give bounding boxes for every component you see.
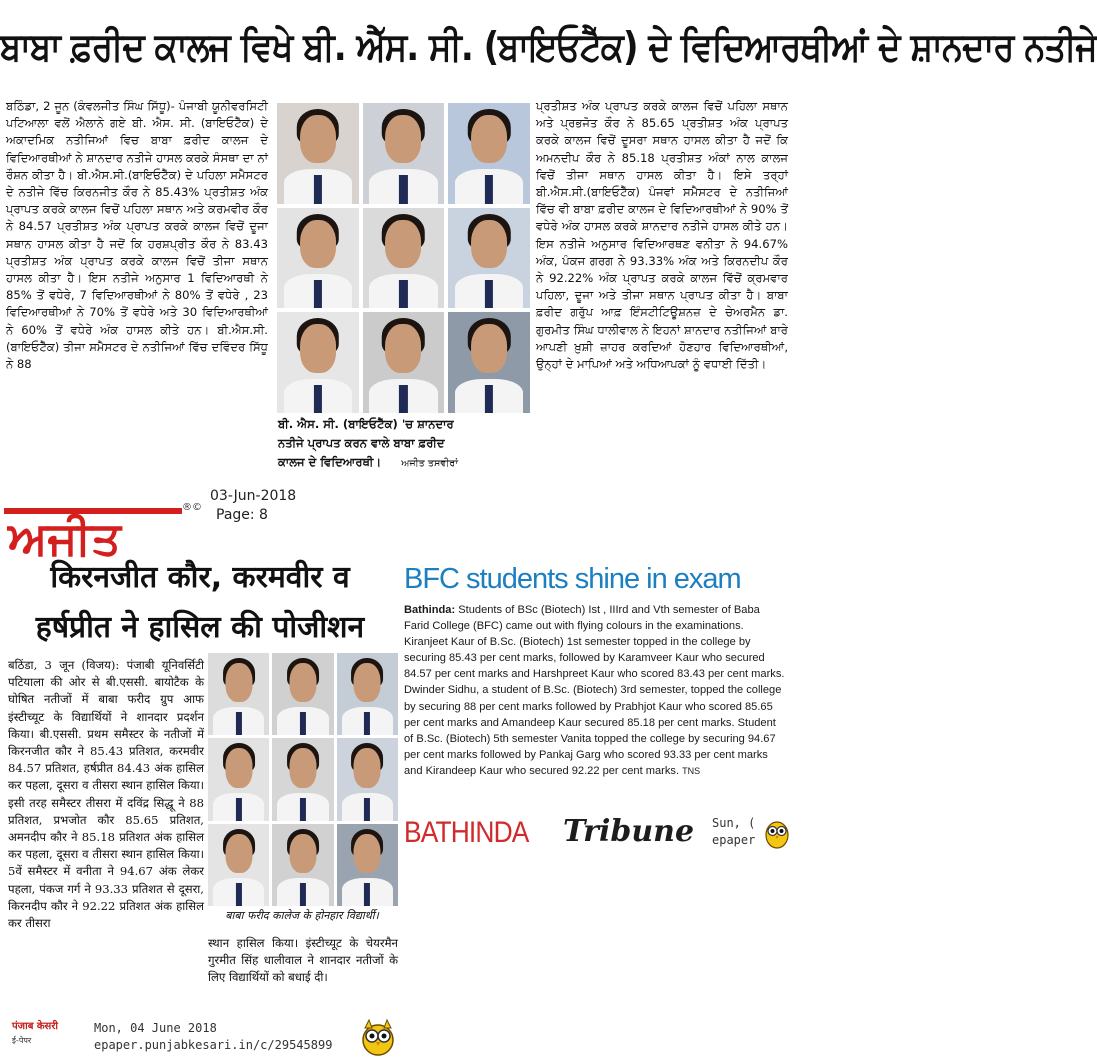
- caption-line: ਨਤੀਜੇ ਪ੍ਰਾਪਤ ਕਰਨ ਵਾਲੇ ਬਾਬਾ ਫ਼ਰੀਦ: [278, 436, 445, 450]
- student-photo: [277, 103, 359, 204]
- ajit-registered-mark: ®©: [182, 502, 202, 513]
- student-photo: [363, 208, 445, 309]
- tribune-headline: BFC students shine in exam: [404, 563, 741, 595]
- owl-icon: [764, 814, 790, 850]
- punjab-kesari-logo-name: पंजाब केसरी: [12, 1021, 59, 1032]
- punjabi-article-column-1: ਬਠਿੰਡਾ, 2 ਜੂਨ (ਕੰਵਲਜੀਤ ਸਿੰਘ ਸਿੱਧੂ)- ਪੰਜਾਬੀ ਯੂਨੀਵਰਸਿਟੀ ਪਟਿਆਲਾ ਵਲੋਂ ਐਲਾਨੇ ਗਏ ਬੀ. ਐਸ. ਸੀ. (ਬਾਇਓਟੈੱਕ) ਦੇ ਅਕਾਦਮਿਕ ਨਤੀਜਿਆਂ ਵਿਚ ਬਾਬਾ ਫ਼ਰੀਦ ਕਾਲਜ ਦੇ ਵਿਦਿਆਰਥੀਆਂ ਨੇ ਸ਼ਾਨਦਾਰ ਨਤੀਜੇ ਹਾਸਲ ਕਰਕੇ ਸੰਸਥਾ ਦਾ ਨਾਂ ਰੌਸ਼ਨ ਕੀਤਾ ਹੈ। ਬੀ.ਐਸ.ਸੀ.(ਬਾਇਓਟੈੱਕ) ਦੇ ਪਹਿਲਾ ਸਮੈਸਟਰ ਦੇ ਨਤੀਜੇ ਵਿੱਚ ਕਿਰਨਜੀਤ ਕੌਰ ਨੇ 85.43% ਪ੍ਰਤੀਸ਼ਤ ਅੰਕ ਪ੍ਰਾਪਤ ਕਰਕੇ ਕਾਲਜ ਵਿਚੋਂ ਪਹਿਲਾ ਸਥਾਨ ਅਤੇ ਕਰਮਵੀਰ ਕੌਰ ਨੇ 84.57 ਪ੍ਰਤੀਸ਼ਤ ਅੰਕ ਪ੍ਰਾਪਤ ਕਰਕੇ ਕਾਲਜ ਵਿਚੋਂ ਦੂਜਾ ਸਥਾਨ ਹਾਸਲ ਕੀਤਾ ਹੈ ਜਦੋਂ ਕਿ ਹਰਸ਼ਪ੍ਰੀਤ ਕੌਰ ਨੇ 83.43 ਪ੍ਰਤੀਸ਼ਤ ਅੰਕ ਪ੍ਰਾਪਤ ਕਰਕੇ ਕਾਲਜ ਵਿਚੋਂ ਤੀਜਾ ਸਥਾਨ ਹਾਸਲ ਕੀਤਾ ਹੈ। ਇਸ ਨਤੀਜੇ ਅਨੁਸਾਰ 1 ਵਿਦਿਆਰਥੀ ਨੇ 85% ਤੋਂ ਵਧੇਰੇ, 7 ਵਿਦਿਆਰਥੀਆਂ ਨੇ 80% ਤੋਂ ਵਧੇਰੇ , 23 ਵਿਦਿਆਰਥੀਆਂ ਨੇ 70% ਤੋਂ ਵਧੇਰੇ ਅਤੇ 30 ਵਿਦਿਆਰਥੀਆਂ ਨੇ 60% ਤੋਂ ਵਧੇਰੇ ਅੰਕ ਹਾਸਲ ਕੀਤੇ ਹਨ। ਬੀ.ਐਸ.ਸੀ.(ਬਾਇਓਟੈੱਕ) ਤੀਜਾ ਸਮੈਸਟਰ ਦੇ ਨਤੀਜਿਆਂ ਵਿੱਚ ਦਵਿੰਦਰ ਸਿੱਧੂ ਨੇ 88: [6, 99, 268, 372]
- student-photo: [277, 208, 359, 309]
- student-photo: [208, 653, 269, 735]
- punjabi-photo-caption: [278, 415, 532, 473]
- ajit-logo: [4, 500, 204, 565]
- tribune-masthead-name: Tribune: [563, 814, 695, 849]
- ajit-logo-text: ਅਜੀਤ: [8, 511, 121, 565]
- punjab-kesari-logo-epaper: ई-पेपर: [12, 1036, 32, 1045]
- student-photo: [363, 103, 445, 204]
- punjab-kesari-logo: [12, 1020, 76, 1056]
- punjabi-headline: ਬਾਬਾ ਫ਼ਰੀਦ ਕਾਲਜ ਵਿਖੇ ਬੀ. ਐੱਸ. ਸੀ. (ਬਾਇਓਟੈੱਕ) ਦੇ ਵਿਦਿਆਰਥੀਆਂ ਦੇ ਸ਼ਾਨਦਾਰ ਨਤੀਜੇ: [0, 24, 1097, 71]
- punjabi-article-column-3: ਪ੍ਰਤੀਸ਼ਤ ਅੰਕ ਪ੍ਰਾਪਤ ਕਰਕੇ ਕਾਲਜ ਵਿਚੋਂ ਪਹਿਲਾ ਸਥਾਨ ਅਤੇ ਪ੍ਰਭਜੋਤ ਕੌਰ ਨੇ 85.65 ਪ੍ਰਤੀਸ਼ਤ ਅੰਕ ਪ੍ਰਾਪਤ ਕਰਕੇ ਕਾਲਜ ਵਿਚੋਂ ਦੂਸਰਾ ਸਥਾਨ ਹਾਸਲ ਕੀਤਾ ਹੈ ਜਦੋਂ ਕਿ ਅਮਨਦੀਪ ਕੌਰ ਨੇ 85.18 ਪ੍ਰਤੀਸ਼ਤ ਅੰਕਾਂ ਨਾਲ ਕਾਲਜ ਵਿਚੋਂ ਤੀਜਾ ਸਥਾਨ ਹਾਸਲ ਕੀਤਾ ਹੈ। ਇਸੇ ਤਰ੍ਹਾਂ ਬੀ.ਐਸ.ਸੀ.(ਬਾਇਓਟੈੱਕ) ਪੰਜਵਾਂ ਸਮੈਸਟਰ ਦੇ ਨਤੀਜਿਆਂ ਵਿੱਚ ਵੀ ਬਾਬਾ ਫ਼ਰੀਦ ਕਾਲਜ ਦੇ ਵਿਦਿਆਰਥੀਆਂ ਨੇ 90% ਤੋਂ ਵਧੇਰੇ ਅੰਕ ਹਾਸਲ ਕਰਕੇ ਸ਼ਾਨਦਾਰ ਨਤੀਜੇ ਹਾਸਲ ਕੀਤੇ ਹਨ। ਇਸ ਨਤੀਜੇ ਅਨੁਸਾਰ ਵਿਦਿਆਰਥਣ ਵਨੀਤਾ ਨੇ 94.67% ਅੰਕ, ਪੰਕਜ ਗਰਗ ਨੇ 93.33% ਅੰਕ ਅਤੇ ਕਿਰਨਦੀਪ ਕੌਰ ਨੇ 92.22% ਅੰਕ ਪ੍ਰਾਪਤ ਕਰਕੇ ਕਾਲਜ ਵਿੱਚੋਂ ਕ੍ਰਮਵਾਰ ਪਹਿਲਾ, ਦੂਜਾ ਅਤੇ ਤੀਜਾ ਸਥਾਨ ਪ੍ਰਾਪਤ ਕੀਤਾ ਹੈ। ਬਾਬਾ ਫ਼ਰੀਦ ਗਰੁੱਪ ਆਫ਼ ਇੰਸਟੀਟਿਊਸ਼ਨਜ਼ ਦੇ ਚੇਅਰਮੈਨ ਡਾ. ਗੁਰਮੀਤ ਸਿੰਘ ਧਾਲੀਵਾਲ ਨੇ ਇਹਨਾਂ ਸ਼ਾਨਦਾਰ ਨਤੀਜਿਆਂ ਬਾਰੇ ਆਪਣੀ ਖ਼ੁਸ਼ੀ ਜ਼ਾਹਰ ਕਰਦਿਆਂ ਹੋਣਹਾਰ ਵਿਦਿਆਰਥੀਆਂ, ਉਨ੍ਹਾਂ ਦੇ ਮਾਪਿਆਂ ਅਤੇ ਅਧਿਆਪਕਾਂ ਨੂੰ ਵਧਾਈ ਦਿੱਤੀ।: [536, 99, 788, 372]
- caption-line: ਕਾਲਜ ਦੇ ਵਿਦਿਆਰਥੀ।: [278, 455, 382, 469]
- punjab-kesari-date: Mon, 04 June 2018: [94, 1021, 217, 1035]
- ajit-edition-date: 03-Jun-2018: [210, 488, 297, 504]
- student-photo: [272, 738, 333, 820]
- student-photo: [448, 312, 530, 413]
- student-photo: [208, 824, 269, 906]
- hindi-headline-line-2: हर्षप्रीत ने हासिल की पोजीशन: [35, 610, 365, 645]
- hindi-article-column-left: बठिंडा, 3 जून (विजय): पंजाबी यूनिवर्सिटी पटियाला की ओर से बी.एससी. बायोटैक के घोषित नतीजों में बाबा फरीद ग्रुप आफ इंस्टीच्यूट के विद्यार्थियों ने शानदार प्रदर्शन किया। बी.एससी. प्रथम समैस्टर के नतीजों में किरनजीत कौर ने 85.43 प्रतिशत, करमवीर 84.57 प्रतिशत, हर्षप्रीत 84.43 अंक हासिल कर पहला, दूसरा व तीसरा स्थान हासिल किया। इसी तरह समैस्टर तीसरा में दविंद्र सिद्धू ने 88 प्रतिशत, प्रभजोत कौर 85.65 प्रतिशत, अमनदीप कौर ने 85.18 प्रतिशत अंक हासिल कर पहला, दूसरा व तीसरा स्थान हासिल किया। 5वें समैस्टर में वनीता ने 94.67 अंक लेकर पहला, पंकज गर्ग ने 93.33 प्रतिशत से दूसरा, किरनदीप कौर ने 92.22 प्रतिशत अंक हासिल कर तीसरा: [8, 658, 204, 931]
- ajit-page-number: Page: 8: [216, 507, 268, 523]
- student-photo: [363, 312, 445, 413]
- caption-line: ਬੀ. ਐਸ. ਸੀ. (ਬਾਇਓਟੈੱਕ) 'ਚ ਸ਼ਾਨਦਾਰ: [278, 417, 454, 431]
- tribune-masthead-city: BATHINDA: [404, 816, 529, 849]
- hindi-article-column-right: स्थान हासिल किया। इंस्टीच्यूट के चेयरमैन गुरमीत सिंह धालीवाल ने शानदार नतीजों के लिए विद्यार्थियों को बधाई दी।: [208, 936, 398, 985]
- student-photo: [337, 738, 398, 820]
- student-photo: [448, 103, 530, 204]
- tribune-byline: TNS: [682, 765, 701, 776]
- tribune-dateline: Bathinda:: [404, 604, 456, 616]
- student-photo: [208, 738, 269, 820]
- hindi-headline-line-1: किरनजीत कौर, करमवीर व: [50, 560, 350, 595]
- student-photo: [448, 208, 530, 309]
- punjab-kesari-url[interactable]: epaper.punjabkesari.in/c/29545899: [94, 1038, 333, 1052]
- student-photo: [277, 312, 359, 413]
- owl-icon: [360, 1016, 396, 1056]
- punjabi-headline-box: [0, 0, 1097, 95]
- ajit-logo-mark: [4, 500, 204, 565]
- tribune-body-text: Students of BSc (Biotech) Ist , IIIrd and Vth semester of Baba Farid College (BFC) came out with flying colours in the examinations. Kiranjeet Kaur of B.Sc. (Biotech) 1st semester topped in the college by securing 85.43 per cent marks, followed by Karamveer Kaur who secured 84.57 per cent marks and Harshpreet Kaur who scored 83.43 per cent marks. Dwinder Sidhu, a student of B.Sc. (Biotech) 3rd semester, topped the college by securing 88 per cent marks followed by Prabhjot Kaur who scored 85.65 per cent marks and Amandeep Kaur secured 85.18 per cent marks. Student of B.Sc. (Biotech) 5th semester Vanita topped the college by securing 94.67 per cent marks followed by Pankaj Garg who scored 93.33 per cent marks and Kirandeep Kaur who secured 92.22 per cent marks.: [404, 604, 785, 777]
- tribune-article-body: [404, 602, 788, 800]
- hindi-photo-caption: बाबा फरीद कालेज के होनहार विद्यार्थी।: [225, 909, 379, 922]
- punjabi-student-photo-grid: [277, 103, 530, 413]
- tribune-masthead-epaper: epaper: [712, 833, 756, 847]
- student-photo: [272, 824, 333, 906]
- student-photo: [337, 653, 398, 735]
- photo-credit: ਅਜੀਤ ਤਸਵੀਰਾਂ: [401, 458, 458, 469]
- student-photo: [272, 653, 333, 735]
- hindi-student-photo-grid: [208, 653, 398, 906]
- student-photo: [337, 824, 398, 906]
- tribune-masthead-day: Sun, (: [712, 816, 756, 830]
